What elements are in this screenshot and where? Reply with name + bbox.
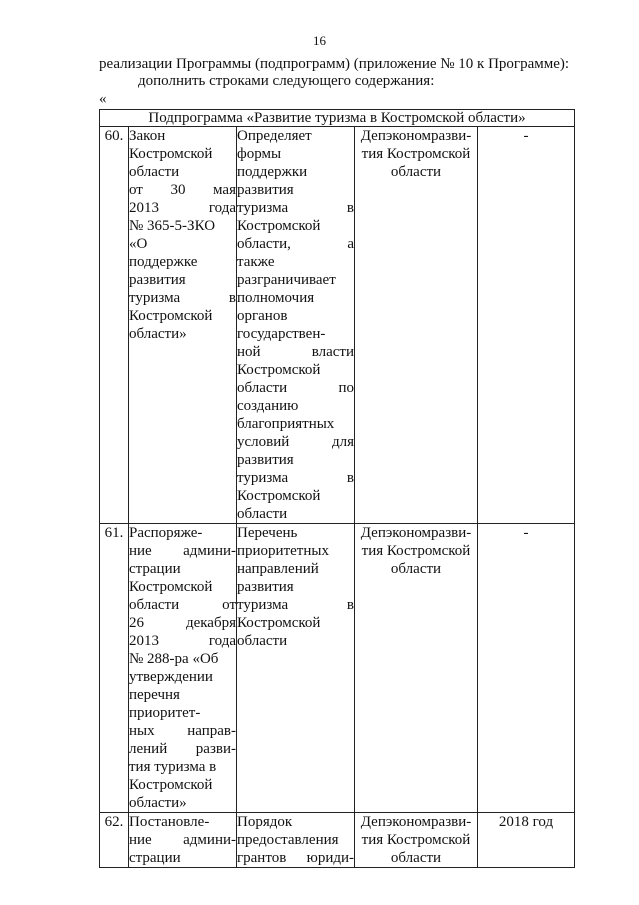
word: от [129, 182, 143, 198]
description-cell-line: разграничивает [237, 272, 336, 288]
description-cell-line: полномочия [237, 290, 315, 306]
word: по [338, 380, 354, 396]
word: лений [129, 741, 168, 757]
description-cell-line: развития [237, 182, 294, 198]
executor-cell-line: тия Костромской [361, 543, 471, 559]
executor-cell-line: области [390, 164, 442, 180]
description-cell-line: Костромской [237, 218, 321, 234]
executor-cell-line: области [390, 850, 442, 866]
word: админи- [183, 543, 236, 559]
word: декабря [185, 615, 236, 631]
description-cell-line: развития [237, 452, 294, 468]
document-cell-line: № 288-ра «Об [129, 651, 219, 667]
document-cell-line [129, 181, 236, 199]
description-cell-line: также [237, 254, 275, 270]
description-cell [237, 524, 355, 813]
document-cell-line [129, 831, 236, 849]
document-cell-line: Распоряже- [129, 525, 203, 541]
page-number: 16 [313, 33, 326, 48]
executor-cell-line: тия Костромской [361, 832, 471, 848]
document-cell-line: Костромской [129, 146, 213, 162]
document-cell-line [129, 596, 236, 614]
description-cell-line: предоставления [237, 832, 339, 848]
document-cell [129, 524, 237, 813]
document-cell-line: приоритет- [129, 705, 201, 721]
executor-cell [355, 127, 478, 524]
description-cell-line [237, 596, 354, 614]
word: области, [237, 236, 291, 252]
opening-quote: « [99, 91, 107, 107]
word: грантов [237, 850, 287, 866]
intro-text-line-1: реализации Программы (подпрограмм) (приложение № 10 к Программе): [99, 56, 570, 72]
word: ных [129, 723, 155, 739]
document-cell-line [129, 632, 236, 650]
word: года [208, 633, 236, 649]
word: 26 [129, 615, 144, 631]
description-cell-line [237, 199, 354, 217]
term-cell: 2018 год [478, 813, 575, 868]
document-cell-line: области» [129, 795, 187, 811]
word: мая [213, 182, 236, 198]
description-cell-line: созданию [237, 398, 299, 414]
word: туризма [129, 290, 181, 306]
row-number: 60. [100, 127, 129, 524]
document-cell [129, 813, 237, 868]
table-row [100, 524, 575, 813]
word: условий [237, 434, 290, 450]
document-cell-line [129, 199, 236, 217]
description-cell-line: формы [237, 146, 282, 162]
word: 2013 [129, 633, 159, 649]
document-cell-line: поддержке [129, 254, 198, 270]
executor-cell [355, 813, 478, 868]
row-number: 61. [100, 524, 129, 813]
word: туризма [237, 597, 289, 613]
document-cell-line: Постановле- [129, 814, 210, 830]
document-cell-line [129, 740, 236, 758]
table-row [100, 127, 575, 524]
document-cell-line: «О [129, 236, 148, 252]
executor-cell [355, 524, 478, 813]
word: 2013 [129, 200, 159, 216]
word: в [228, 290, 236, 306]
description-cell [237, 127, 355, 524]
description-cell-line: Определяет [237, 128, 312, 144]
description-cell-line [237, 379, 354, 397]
description-cell-line: органов [237, 308, 288, 324]
description-cell-line: направлений [237, 561, 319, 577]
description-cell-line [237, 433, 354, 451]
row-number: 62. [100, 813, 129, 868]
document-cell-line: Закон [129, 128, 166, 144]
description-cell-line: благоприятных [237, 416, 335, 432]
description-cell-line: поддержки [237, 164, 308, 180]
section-header-row [100, 110, 575, 127]
word: 30 [170, 182, 186, 198]
description-cell-line: Костромской [237, 362, 321, 378]
word: админи- [183, 832, 236, 848]
document-cell-line [129, 722, 236, 740]
description-cell [237, 813, 355, 868]
word: ние [129, 543, 152, 559]
description-cell-line: Костромской [237, 488, 321, 504]
document-cell-line: перечня [129, 687, 180, 703]
executor-cell-line: тия Костромской [361, 146, 471, 162]
document-cell-line: № 365-5-ЗКО [129, 218, 216, 234]
description-cell-line: государствен- [237, 326, 326, 342]
description-cell-line [237, 343, 354, 361]
document-cell [129, 127, 237, 524]
description-cell-line [237, 235, 354, 253]
document-cell-line: Костромской [129, 308, 213, 324]
description-cell-line: Порядок [237, 814, 293, 830]
term-cell: - [478, 127, 575, 524]
word: области [129, 597, 180, 613]
description-cell-line: области [237, 506, 288, 522]
table-row [100, 813, 575, 868]
executor-cell-line: Депэкономразви- [360, 525, 472, 541]
word: ной [237, 344, 261, 360]
document-cell-line [129, 542, 236, 560]
word: области [237, 380, 288, 396]
word: разви- [195, 741, 236, 757]
word: направ- [187, 723, 236, 739]
word: в [346, 200, 354, 216]
word: года [208, 200, 236, 216]
description-cell-line [237, 469, 354, 487]
executor-cell-line: Депэкономразви- [360, 814, 472, 830]
word: ние [129, 832, 152, 848]
word: для [331, 434, 354, 450]
document-cell-line: страции [129, 561, 181, 577]
document-cell-line: области» [129, 326, 187, 342]
intro-text-line-2: дополнить строками следующего содержания: [138, 73, 435, 89]
description-cell-line: Костромской [237, 615, 321, 631]
document-cell-line: Костромской [129, 777, 213, 793]
word: в [346, 470, 354, 486]
word: туризма [237, 200, 289, 216]
word: юриди- [306, 850, 354, 866]
program-table [99, 109, 575, 868]
description-cell-line: развития [237, 579, 294, 595]
word: в [346, 597, 354, 613]
description-cell-line: приоритетных [237, 543, 329, 559]
word: от [222, 597, 236, 613]
word: а [347, 236, 354, 252]
document-cell-line: области [129, 164, 180, 180]
description-cell-line: области [237, 633, 288, 649]
subprogram-header: Подпрограмма «Развитие туризма в Костромской области» [100, 110, 575, 127]
term-cell: - [478, 524, 575, 813]
description-cell-line [237, 849, 354, 867]
document-cell-line: Костромской [129, 579, 213, 595]
document-cell-line: развития [129, 272, 186, 288]
document-cell-line: утверждении [129, 669, 213, 685]
description-cell-line: Перечень [237, 525, 298, 541]
document-cell-line [129, 614, 236, 632]
document-cell-line: страции [129, 850, 181, 866]
word: власти [311, 344, 354, 360]
document-cell-line [129, 289, 236, 307]
executor-cell-line: Депэкономразви- [360, 128, 472, 144]
word: туризма [237, 470, 289, 486]
document-cell-line: тия туризма в [129, 759, 217, 775]
executor-cell-line: области [390, 561, 442, 577]
